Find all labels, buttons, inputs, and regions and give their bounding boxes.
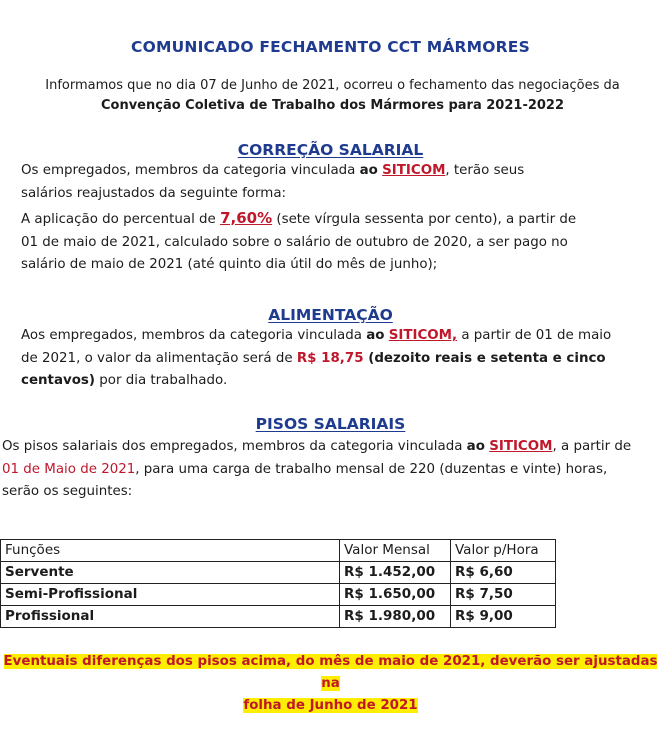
text: (sete vírgula sessenta por cento), a partir de [272,212,577,227]
alimentacao-line-1 [21,325,651,348]
pisos-line-3: serão os seguintes: [2,484,133,499]
alimentacao-line-2 [21,348,651,371]
text: de 2021, o valor da alimentação será de [21,350,297,366]
text: , a partir de [552,439,632,454]
table-header-row [1,540,556,562]
pisos-table [0,539,556,628]
text: por dia trabalhado. [95,373,228,388]
table-cell: R$ 6,60 [451,562,556,584]
table-cell: Servente [1,562,340,584]
table-cell: R$ 9,00 [451,606,556,628]
table-cell: R$ 1.650,00 [340,584,451,606]
header-cell: Funções [1,540,340,562]
text-ao: ao [466,439,485,454]
pisos-date: 01 de Maio de 2021 [2,461,136,477]
table-row [1,606,556,628]
note-line-2 [0,695,661,717]
table-row [1,562,556,584]
text: , terão seus [445,163,525,178]
table-cell: R$ 1.980,00 [340,606,451,628]
section-heading-correcao: CORREÇÃO SALARIAL [237,141,424,159]
correcao-line-3 [21,207,651,232]
highlighted-text: folha de Junho de 2021 [243,698,418,713]
header-cell: Valor Mensal [340,540,451,562]
document-title: COMUNICADO FECHAMENTO CCT MÁRMORES [131,38,530,56]
text: Aos empregados, membros da categoria vinculada [21,328,367,343]
text: Os pisos salariais dos empregados, membros da categoria vinculada [2,439,467,454]
text-ao: ao [359,163,378,178]
text: A aplicação do percentual de [21,212,221,227]
pisos-paragraph [2,436,657,504]
adjustment-note [0,651,661,717]
table-cell: Semi-Profissional [1,584,340,606]
text: a partir de 01 de maio [457,328,612,343]
note-line-1 [0,651,661,695]
table-cell: R$ 1.452,00 [340,562,451,584]
intro-line-2: Convenção Coletiva de Trabalho dos Mármores para 2021-2022 [100,98,565,113]
correcao-line-2: salários reajustados da seguinte forma: [21,185,287,201]
siticom-label: SITICOM, [388,328,458,343]
correcao-line-4: 01 de maio de 2021, calculado sobre o salário de outubro de 2020, a ser pago no [21,234,568,250]
alimentacao-paragraph [21,325,651,393]
text: , para uma carga de trabalho mensal de 220 (duzentas e vinte) horas, [135,461,608,477]
text: (dezoito reais e setenta e cinco [363,350,606,366]
intro-paragraph [20,76,645,116]
table-cell: Profissional [1,606,340,628]
correcao-paragraph [21,160,651,277]
section-heading-alimentacao: ALIMENTAÇÃO [268,306,393,324]
alimentacao-line-3 [21,370,651,393]
correcao-line-5: salário de maio de 2021 (até quinto dia útil do mês de junho); [21,257,438,272]
table-row [1,584,556,606]
pisos-line-1 [2,436,657,459]
text: Os empregados, membros da categoria vinculada [21,163,360,178]
pisos-line-2 [2,459,657,482]
highlighted-text: Eventuais diferenças dos pisos acima, do mês de maio de 2021, deverão ser ajustadas na [3,654,658,691]
header-cell: Valor p/Hora [451,540,556,562]
intro-line-1: Informamos que no dia 07 de Junho de 2021, ocorreu o fechamento das negociações da [45,78,620,93]
alimentacao-value: R$ 18,75 [296,350,364,366]
text-ao: ao [366,328,385,343]
table-cell: R$ 7,50 [451,584,556,606]
siticom-label: SITICOM [382,163,446,178]
correcao-line-1 [21,160,651,183]
section-heading-pisos: PISOS SALARIAIS [255,415,406,433]
percent-value: 7,60% [220,209,273,227]
siticom-label: SITICOM [489,439,553,454]
text: centavos) [21,373,96,388]
